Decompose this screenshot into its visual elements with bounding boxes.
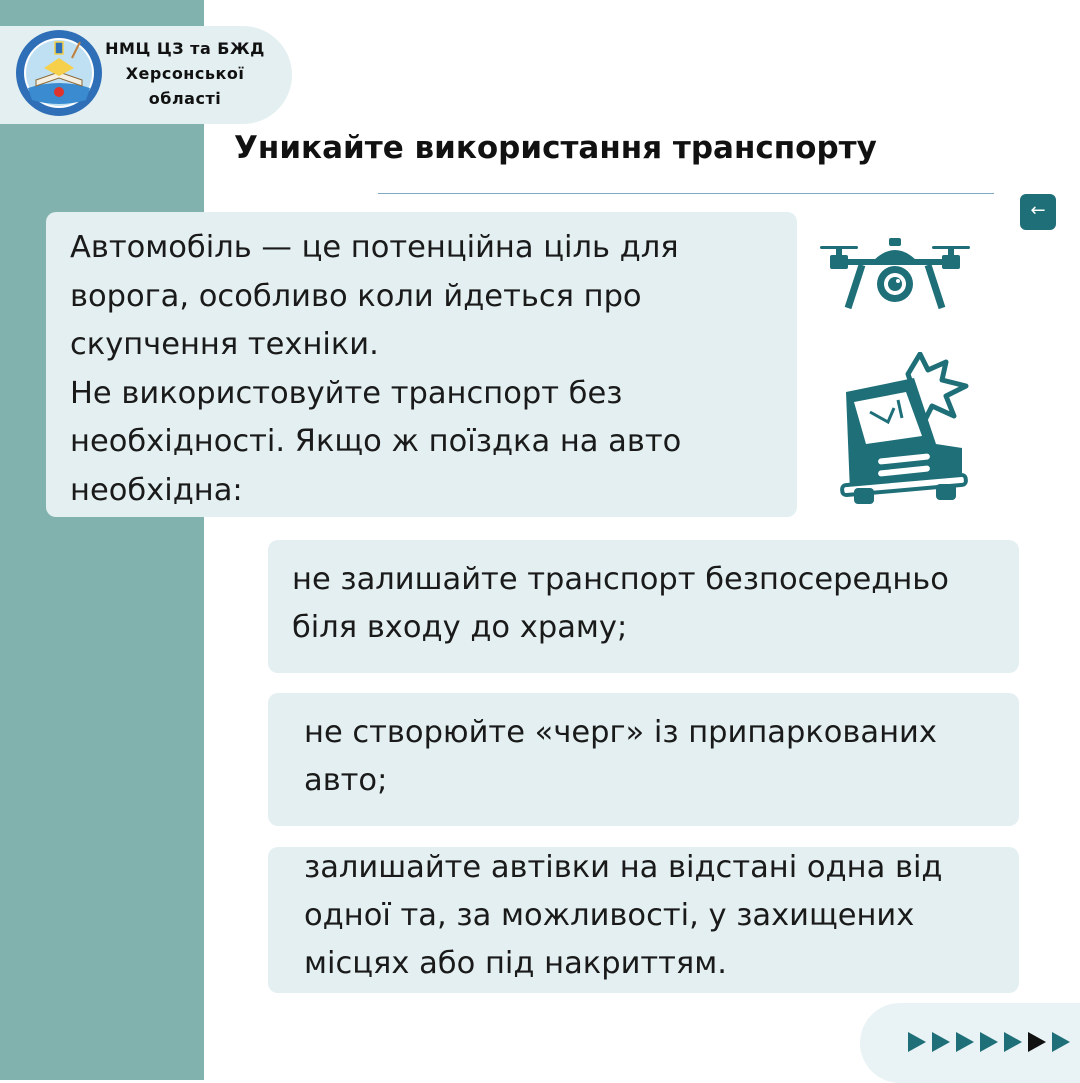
back-button[interactable] (1020, 194, 1056, 230)
intro-text (70, 224, 790, 515)
pagination-arrow-active (1028, 1032, 1046, 1052)
tip-card-2 (268, 693, 1019, 826)
organization-name (102, 36, 268, 111)
pagination-arrow (908, 1032, 926, 1052)
pagination-arrow (1004, 1032, 1022, 1052)
damaged-car-icon (836, 352, 972, 506)
tip-text-3: залишайте автівки на відстані одна від одної та, за можливості, у захищених місцях або під накриттям. (304, 850, 943, 981)
intro-paragraph-2: Не використовуйте транспорт без необхідності. Якщо ж поїздка на авто необхідна: (70, 375, 682, 508)
title-divider (378, 193, 994, 194)
organization-emblem-icon (14, 28, 104, 118)
drone-icon (818, 234, 972, 314)
arrow-left-icon: ← (1030, 200, 1046, 221)
left-decor-band (0, 0, 204, 1080)
tip-text-2: не створюйте «черг» із припаркованих авто; (304, 715, 937, 798)
org-name-line-3: області (148, 89, 222, 108)
next-arrows-icon[interactable] (908, 1029, 1078, 1055)
pagination-arrow (956, 1032, 974, 1052)
tip-card-3 (268, 847, 1019, 993)
org-name-line-1: НМЦ ЦЗ та БЖД (105, 39, 265, 58)
pagination-arrow (932, 1032, 950, 1052)
intro-card (46, 212, 797, 517)
page-title: Уникайте використання транспорту (234, 130, 877, 166)
tip-card-1 (268, 540, 1019, 673)
org-name-line-2: Херсонської (125, 64, 245, 83)
intro-paragraph-1: Автомобіль — це потенційна ціль для ворога, особливо коли йдеться про скупчення техніки. (70, 230, 679, 362)
pagination-arrow (1052, 1032, 1070, 1052)
pagination-arrow (980, 1032, 998, 1052)
tip-text-1: не залишайте транспорт безпосередньо біля входу до храму; (292, 562, 949, 645)
